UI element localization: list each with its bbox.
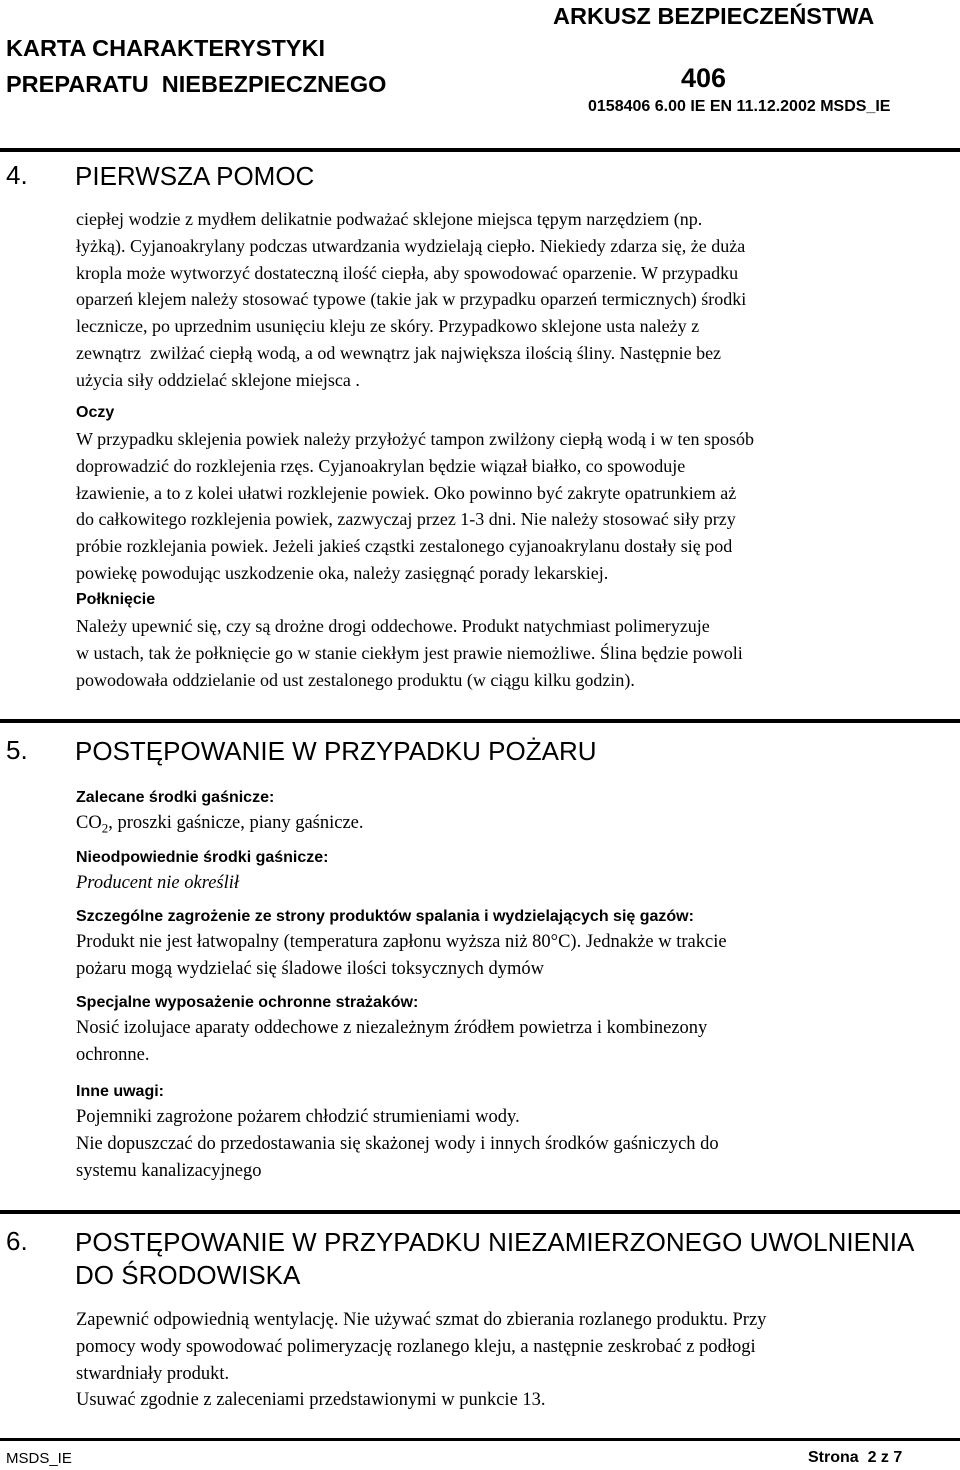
swallowing-text: [76, 613, 954, 693]
text-line: doprowadzić do rozklejenia rzęs. Cyjanoakrylan będzie wiązał białko, co spowoduje: [76, 455, 686, 476]
recommended-rest: , proszki gaśnicze, piany gaśnicze.: [108, 813, 364, 833]
section-5-number: 5.: [6, 735, 28, 765]
footer-doc-id: MSDS_IE: [6, 1450, 72, 1467]
section-divider: [0, 148, 960, 152]
text-line: Pojemniki zagrożone pożarem chłodzić strumieniami wody.: [76, 1107, 520, 1127]
footer-divider: [0, 1438, 960, 1441]
protective-equipment-text: [76, 1015, 954, 1069]
text-line: w ustach, tak że połknięcie go w stanie ciekłym jest prawie niemożliwe. Ślina będzie powoli: [76, 642, 743, 663]
document-code: 0158406 6.00 IE EN 11.12.2002 MSDS_IE: [588, 98, 891, 115]
section-divider: [0, 1210, 960, 1214]
text-line: W przypadku sklejenia powiek należy przyłożyć tampon zwilżony ciepłą wodą i w ten sposób: [76, 429, 754, 449]
text-line: Nosić izolujace aparaty oddechowe z niezależnym źródłem powietrza i kombinezony: [76, 1018, 708, 1038]
section-5-title: POSTĘPOWANIE W PRZYPADKU POŻARU: [75, 736, 597, 766]
title-line-2: PREPARATU NIEBEZPIECZNEGO: [6, 71, 387, 97]
skin-contact-text: [76, 206, 954, 394]
text-line: ciepłej wodzie z mydłem delikatnie podważać sklejone miejsca tępym narzędziem (np.: [76, 209, 703, 229]
release-measures-text: [76, 1307, 954, 1414]
special-hazards-heading: Szczególne zagrożenie ze strony produktów spalania i wydzielających się gazów:: [76, 908, 694, 925]
title-line: POSTĘPOWANIE W PRZYPADKU NIEZAMIERZONEGO UWOLNIENIA: [75, 1227, 915, 1257]
text-line: Usuwać zgodnie z zaleceniami przedstawionymi w punkcie 13.: [76, 1390, 546, 1411]
text-line: ochronne.: [76, 1044, 150, 1065]
text-line: łzawienie, a to z kolei ułatwi rozklejenie powiek. Oko powinno być zakryte opatrunkiem aż: [76, 482, 737, 503]
text-line: użycia siły oddzielać sklejone miejsca .: [76, 369, 360, 390]
text-line: Należy upewnić się, czy są drożne drogi oddechowe. Produkt natychmiast polimeryzuje: [76, 616, 710, 636]
section-4-number: 4.: [6, 160, 28, 190]
section-4-title: PIERWSZA POMOC: [75, 161, 315, 191]
recommended-media-heading: Zalecane środki gaśnicze:: [76, 789, 275, 806]
section-6-title: [75, 1226, 955, 1292]
text-line: powodowała oddzielanie od ust zestalonego produktu (w ciągu kilku godzin).: [76, 669, 635, 690]
unsuitable-media-text: Producent nie określił: [76, 873, 240, 893]
text-line: powiekę powodując uszkodzenie oka, należy zasięgnąć porady lekarskiej.: [76, 562, 609, 583]
recommended-media-text: [76, 810, 954, 842]
special-hazards-text: [76, 929, 954, 983]
co2-subscript: 2: [101, 820, 109, 836]
text-line: Nie dopuszczać do przedostawania się skażonej wody i innych środków gaśniczych do: [76, 1133, 719, 1154]
text-line: lecznicze, po uprzednim usunięciu kleju ze skóry. Przypadkowo sklejone usta należy z: [76, 316, 700, 337]
protective-equipment-heading: Specjalne wyposażenie ochronne strażaków:: [76, 994, 419, 1011]
unsuitable-media-heading: Nieodpowiednie środki gaśnicze:: [76, 849, 329, 866]
text-line: łyżką). Cyjanoakrylany podczas utwardzania wydzielają ciepło. Niekiedy zdarza się, że duża: [76, 235, 746, 256]
text-line: do całkowitego rozklejenia powiek, zazwyczaj przez 1-3 dni. Nie należy stosować siły przy: [76, 509, 736, 530]
text-line: Zapewnić odpowiednią wentylację. Nie używać szmat do zbierania rozlanego produktu. Przy: [76, 1310, 767, 1330]
text-line: stwardniały produkt.: [76, 1363, 230, 1384]
title-line: DO ŚRODOWISKA: [75, 1260, 301, 1290]
eyes-text: [76, 426, 954, 587]
swallowing-heading: Połknięcie: [76, 591, 156, 608]
text-line: kropla może wytworzyć dostateczną ilość ciepła, aby spowodować oparzenie. W przypadku: [76, 262, 739, 283]
text-line: pożaru mogą wydzielać się śladowe ilości toksycznych dymów: [76, 958, 545, 979]
text-line: pomocy wody spowodować polimeryzację rozlanego kleju, a następnie zeskrobać z podłogi: [76, 1336, 756, 1357]
text-line: próbie rozklejania powiek. Jeżeli jakieś cząstki zestalonego cyjanoakrylanu dostały się pod: [76, 536, 733, 557]
section-6-number: 6.: [6, 1226, 28, 1256]
section-divider: [0, 719, 960, 723]
safety-sheet-title: ARKUSZ BEZPIECZEŃSTWA: [553, 3, 875, 29]
co2-co: CO: [76, 813, 102, 833]
text-line: oparzeń klejem należy stosować typowe (takie jak w przypadku oparzeń termicznych) środki: [76, 289, 747, 310]
other-notes-heading: Inne uwagi:: [76, 1083, 164, 1100]
title-line-1: KARTA CHARAKTERYSTYKI: [6, 35, 325, 61]
text-line: Produkt nie jest łatwopalny (temperatura zapłonu wyższa niż 80°C). Jednakże w trakcie: [76, 932, 727, 952]
text-line: zewnątrz zwilżać ciepłą wodą, a od wewnątrz jak największa ilością śliny. Następnie bez: [76, 342, 722, 363]
product-number: 406: [681, 63, 727, 93]
page-number: Strona 2 z 7: [808, 1449, 903, 1466]
eyes-heading: Oczy: [76, 404, 115, 421]
text-line: systemu kanalizacyjnego: [76, 1160, 262, 1181]
other-notes-text: [76, 1104, 954, 1184]
document-title: [6, 30, 386, 102]
